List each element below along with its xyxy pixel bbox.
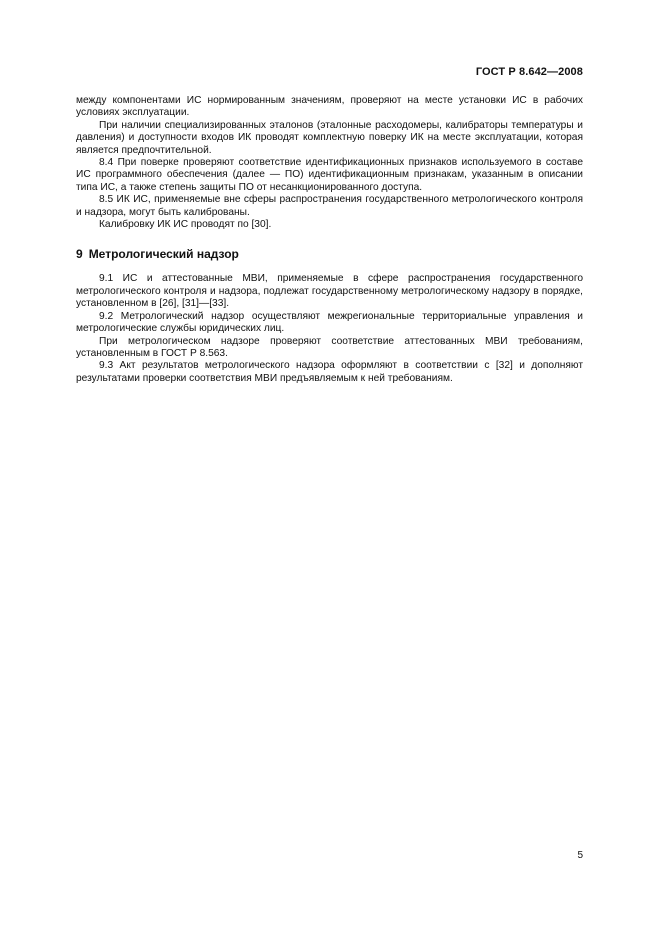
section-title: Метрологический надзор [88, 247, 239, 262]
paragraph: 9.1 ИС и аттестованные МВИ, применяемые в сфере распространения государственного метрологического контроля и надзора, подлежат государственному метрологическому надзору в порядке, установленном в [26], [31]—[33]. [76, 273, 583, 310]
paragraphs-top [76, 95, 583, 231]
paragraph: 8.5 ИК ИС, применяемые вне сферы распространения государственного метрологического контроля и надзора, могут быть калиброваны. [76, 194, 583, 218]
document-header-id: ГОСТ Р 8.642—2008 [475, 66, 583, 78]
document-body [76, 95, 583, 385]
section-number: 9 [76, 247, 83, 262]
page-number: 5 [577, 850, 583, 861]
paragraph: При наличии специализированных эталонов (эталонные расходомеры, калибраторы температуры и давления) и доступности входов ИК проводят комплектную поверку ИК на месте эксплуатации, которая является предпочтительной. [76, 119, 583, 156]
paragraph: 9.2 Метрологический надзор осуществляют межрегиональные территориальные управления и метрологические службы юридических лиц. [76, 310, 583, 335]
paragraphs-bottom [76, 273, 583, 385]
paragraph: 8.4 При поверке проверяют соответствие идентификационных признаков используемого в составе ИС программного обеспечения (далее — ПО) идентификационным признакам, указанным в описании типа ИС, а также степень защиты ПО от несанкционированного доступа. [76, 157, 583, 193]
paragraph: 9.3 Акт результатов метрологического надзора оформляют в соответствии с [32] и дополняют результатами проверки соответствия МВИ предъявляемым к ней требованиям. [76, 360, 583, 384]
paragraph: При метрологическом надзоре проверяют соответствие аттестованных МВИ требованиям, установленным в ГОСТ Р 8.563. [76, 335, 583, 359]
paragraph: Калибровку ИК ИС проводят по [30]. [99, 219, 272, 231]
paragraph: между компонентами ИС нормированным значениям, проверяют на месте установки ИС в рабочих условиях эксплуатации. [76, 95, 583, 119]
section-heading [76, 247, 583, 261]
